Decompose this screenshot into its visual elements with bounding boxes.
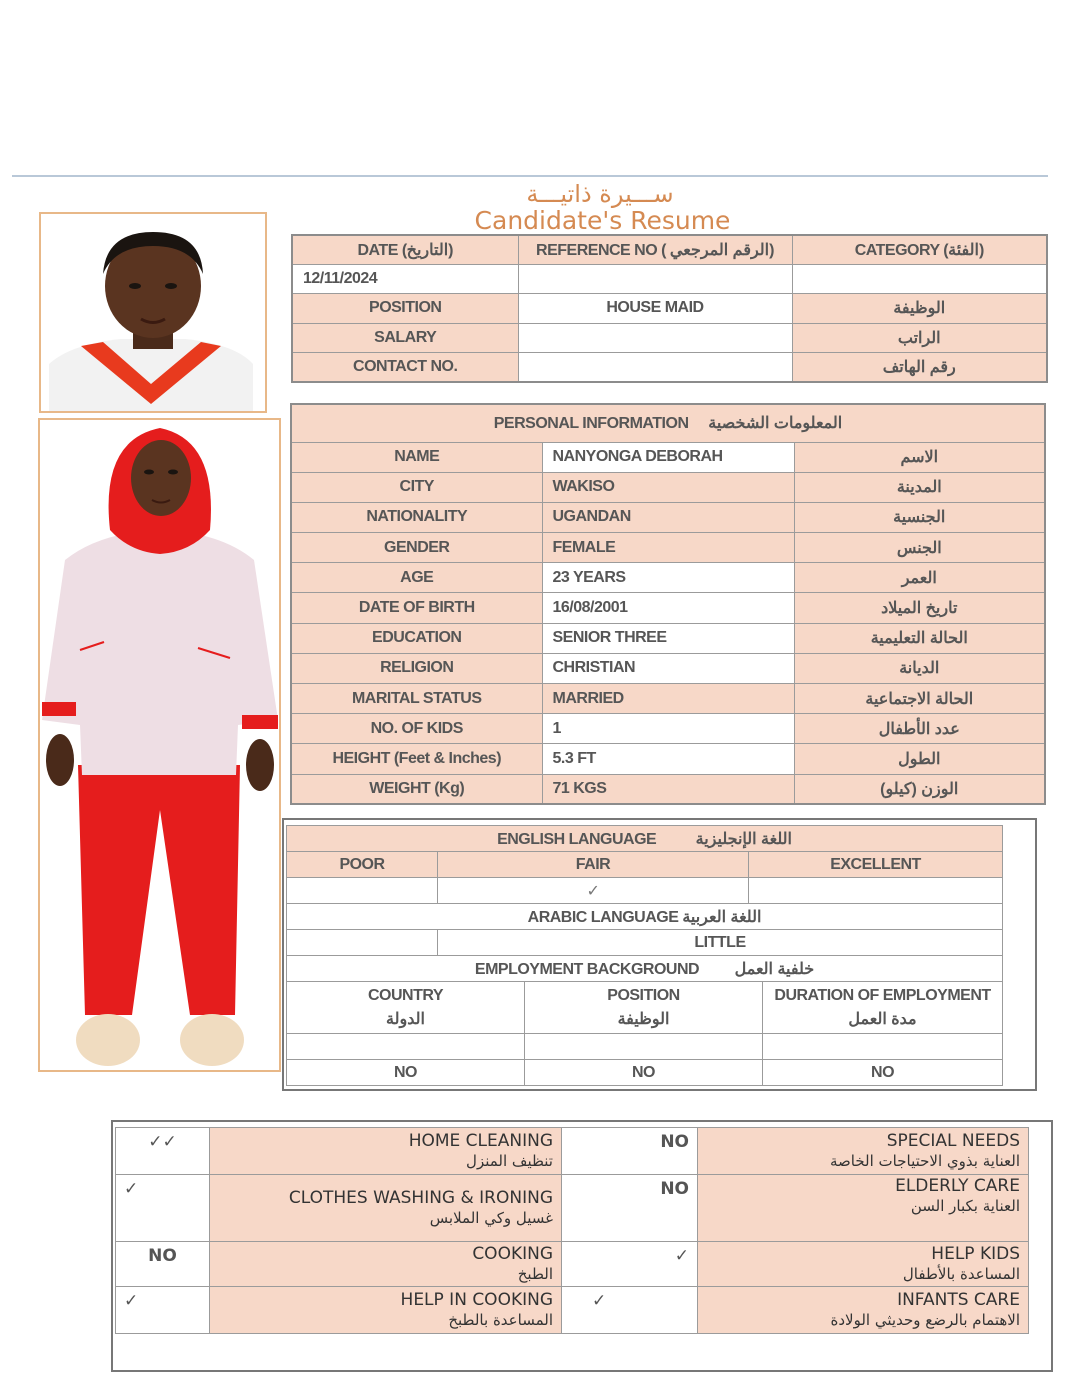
clothes-washing-check-icon: ✓ (116, 1175, 210, 1242)
column-duration (763, 982, 1003, 1034)
row-label-ar: عدد الأطفال (794, 714, 1045, 744)
skill-label-ar: العناية بكبار السن (910, 1197, 1020, 1215)
row-label-ar: الحالة الاجتماعية (794, 684, 1045, 714)
row-value: UGANDAN (542, 502, 794, 532)
skill-label-ar: المساعدة بالأطفال (902, 1265, 1020, 1283)
table-row (291, 653, 1045, 683)
row-value: 16/08/2001 (542, 593, 794, 623)
english-header-en: ENGLISH LANGUAGE (497, 830, 657, 848)
row-label-ar: المدينة (794, 472, 1045, 502)
skill-label-en: SPECIAL NEEDS (886, 1131, 1020, 1151)
contact-value (518, 353, 792, 382)
column-duration-en: DURATION OF EMPLOYMENT (774, 986, 991, 1004)
excellent-mark (749, 878, 1003, 904)
row-label: MARITAL STATUS (291, 684, 542, 714)
row-label-ar: الحالة التعليمية (794, 623, 1045, 653)
table-row (291, 533, 1045, 563)
row-value: CHRISTIAN (542, 653, 794, 683)
skill-clothes-washing (210, 1175, 562, 1242)
skill-label-en: COOKING (472, 1244, 553, 1264)
personal-info-header-en: PERSONAL INFORMATION (493, 415, 689, 433)
infants-care-check-icon: ✓ (562, 1287, 698, 1334)
table-row (291, 684, 1045, 714)
arabic-language-header (287, 904, 1003, 930)
row-label: HEIGHT (Feet & Inches) (291, 744, 542, 774)
header-divider (12, 175, 1048, 177)
cooking-mark: NO (116, 1242, 210, 1287)
row-value: MARRIED (542, 684, 794, 714)
skill-home-cleaning (210, 1128, 562, 1175)
table-row (291, 563, 1045, 593)
row-label: NATIONALITY (291, 502, 542, 532)
title-english: Candidate's Resume (474, 206, 731, 235)
row-label: RELIGION (291, 653, 542, 683)
skill-special-needs (698, 1128, 1029, 1175)
home-cleaning-check-icon: ✓✓ (116, 1128, 210, 1175)
table-row (116, 1128, 1029, 1175)
row-label-ar: الديانة (794, 653, 1045, 683)
table-row (291, 623, 1045, 653)
table-row (116, 1242, 1029, 1287)
column-duration-ar: مدة العمل (848, 1010, 917, 1028)
category-label: CATEGORY (الفئة) (792, 235, 1047, 264)
row-label: CITY (291, 472, 542, 502)
special-needs-mark: NO (562, 1128, 698, 1175)
column-position-ar: الوظيفة (617, 1010, 670, 1028)
country-value: NO (287, 1060, 525, 1086)
candidate-headshot-photo (39, 212, 267, 413)
salary-label-ar: الراتب (792, 323, 1047, 352)
english-header-ar: اللغة الإنجليزية (695, 830, 792, 848)
date-label: DATE (التاريخ) (292, 235, 518, 264)
row-value: FEMALE (542, 533, 794, 563)
job-details-table (291, 234, 1048, 383)
level-excellent: EXCELLENT (749, 852, 1003, 878)
skill-label-ar: الاهتمام بالرضع وحديثي الولادة (830, 1311, 1020, 1329)
skill-label-ar: غسيل وكي الملابس (429, 1209, 553, 1227)
contact-label: CONTACT NO. (292, 353, 518, 382)
duration-value: NO (763, 1060, 1003, 1086)
category-value (792, 264, 1047, 293)
position-label-ar: الوظيفة (792, 294, 1047, 323)
row-label: EDUCATION (291, 623, 542, 653)
table-row (291, 714, 1045, 744)
help-kids-check-icon: ✓ (562, 1242, 698, 1287)
row-label: GENDER (291, 533, 542, 563)
reference-value (518, 264, 792, 293)
contact-label-ar: رقم الهاتف (792, 353, 1047, 382)
empty-cell (763, 1034, 1003, 1060)
table-row (291, 502, 1045, 532)
column-position-en: POSITION (607, 986, 680, 1004)
row-value: NANYONGA DEBORAH (542, 442, 794, 472)
column-position (525, 982, 763, 1034)
arabic-level-value: LITTLE (438, 930, 1003, 956)
row-label-ar: الجنس (794, 533, 1045, 563)
employment-header-ar: خلفية العمل (734, 960, 815, 978)
skill-label-en: HOME CLEANING (408, 1131, 553, 1151)
skill-infants-care (698, 1287, 1029, 1334)
candidate-full-body-photo (38, 418, 281, 1072)
skill-elderly-care (698, 1175, 1029, 1242)
skill-label-en: INFANTS CARE (897, 1290, 1020, 1310)
personal-info-header-ar: المعلومات الشخصية (708, 415, 843, 433)
table-row (291, 442, 1045, 472)
arabic-level-empty (287, 930, 438, 956)
skill-label-ar: المساعدة بالطبخ (448, 1311, 553, 1329)
arabic-header-en: ARABIC LANGUAGE (527, 908, 679, 926)
skills-table (115, 1127, 1029, 1334)
position-label: POSITION (292, 294, 518, 323)
row-value: WAKISO (542, 472, 794, 502)
salary-label: SALARY (292, 323, 518, 352)
row-label: WEIGHT (Kg) (291, 774, 542, 804)
row-label-ar: تاريخ الميلاد (794, 593, 1045, 623)
skill-help-in-cooking (210, 1287, 562, 1334)
row-label: NO. OF KIDS (291, 714, 542, 744)
employment-header (287, 956, 1003, 982)
table-row (116, 1175, 1029, 1242)
table-row (291, 472, 1045, 502)
fair-check-icon: ✓ (438, 878, 749, 904)
skill-label-ar: تنظيف المنزل (466, 1152, 553, 1170)
skill-label-en: ELDERLY CARE (895, 1176, 1020, 1196)
position-value: HOUSE MAID (518, 294, 792, 323)
level-fair: FAIR (438, 852, 749, 878)
arabic-header-ar: اللغة العربية (682, 908, 762, 926)
english-language-header (287, 826, 1003, 852)
skill-cooking (210, 1242, 562, 1287)
row-value: 5.3 FT (542, 744, 794, 774)
date-value: 12/11/2024 (292, 264, 518, 293)
row-value: 23 YEARS (542, 563, 794, 593)
row-label: DATE OF BIRTH (291, 593, 542, 623)
skill-help-kids (698, 1242, 1029, 1287)
position-value: NO (525, 1060, 763, 1086)
poor-mark (287, 878, 438, 904)
skill-label-ar: الطبخ (517, 1265, 553, 1283)
help-in-cooking-check-icon: ✓ (116, 1287, 210, 1334)
empty-cell (287, 1034, 525, 1060)
row-label-ar: العمر (794, 563, 1045, 593)
column-country-ar: الدولة (386, 1010, 425, 1028)
row-label-ar: الاسم (794, 442, 1045, 472)
table-row (116, 1287, 1029, 1334)
column-country-en: COUNTRY (367, 986, 443, 1004)
skill-label-en: HELP KIDS (931, 1244, 1020, 1264)
level-poor: POOR (287, 852, 438, 878)
employment-header-en: EMPLOYMENT BACKGROUND (474, 960, 700, 978)
row-label-ar: الطول (794, 744, 1045, 774)
skill-label-ar: العناية بذوي الاحتياجات الخاصة (830, 1152, 1020, 1170)
table-row (291, 774, 1045, 804)
row-label-ar: الجنسية (794, 502, 1045, 532)
title-arabic: ســـيرة ذاتيـــة (526, 180, 674, 208)
language-employment-table (286, 825, 1003, 1086)
column-country (287, 982, 525, 1034)
row-value: SENIOR THREE (542, 623, 794, 653)
salary-value (518, 323, 792, 352)
row-label: AGE (291, 563, 542, 593)
row-value: 71 KGS (542, 774, 794, 804)
elderly-care-mark: NO (562, 1175, 698, 1242)
reference-label: REFERENCE NO ( الرقم المرجعي) (518, 235, 792, 264)
row-value: 1 (542, 714, 794, 744)
row-label-ar: الوزن (كيلو) (794, 774, 1045, 804)
table-row (291, 593, 1045, 623)
row-label: NAME (291, 442, 542, 472)
table-row (291, 744, 1045, 774)
skill-label-en: CLOTHES WASHING & IRONING (288, 1188, 553, 1208)
personal-info-header (291, 404, 1045, 442)
skill-label-en: HELP IN COOKING (400, 1290, 553, 1310)
empty-cell (525, 1034, 763, 1060)
personal-information-table (290, 403, 1046, 805)
